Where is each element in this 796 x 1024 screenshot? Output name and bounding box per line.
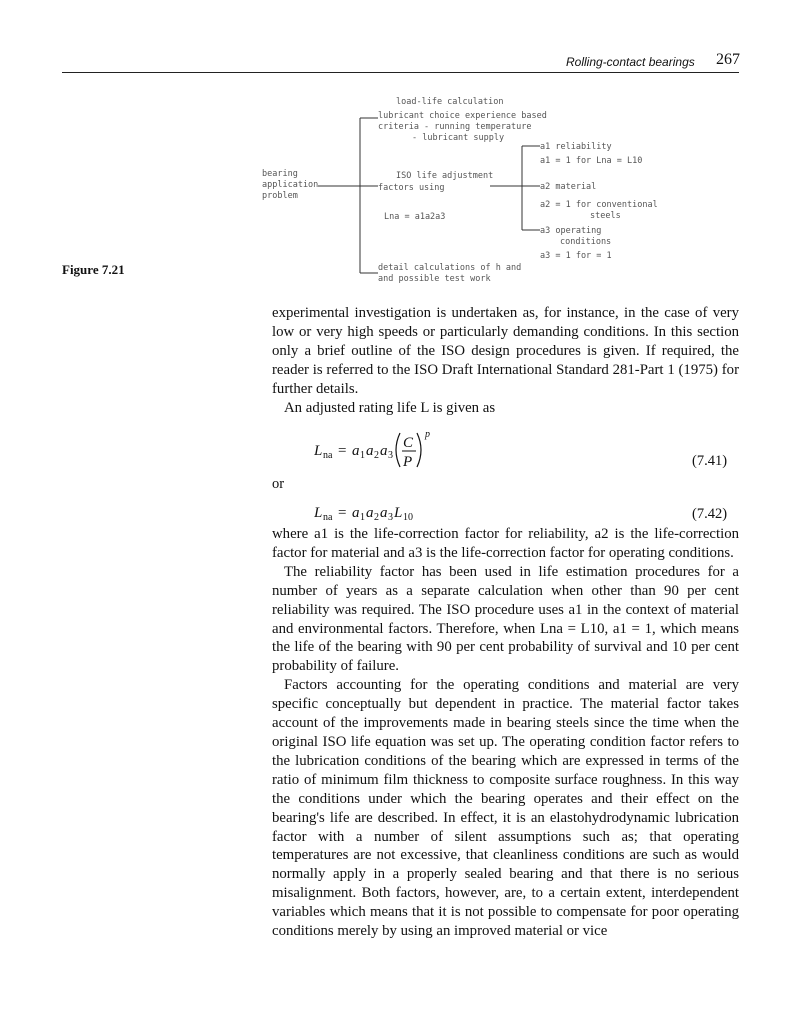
svg-text:1: 1	[360, 512, 365, 523]
top-branch-text: lubricant choice experience based	[378, 111, 547, 121]
svg-text:a: a	[380, 505, 388, 521]
factor-a3-text: a3 = 1 for = 1	[540, 251, 612, 261]
paragraph: The reliability factor has been used in life estimation procedures for a number of years as a separate calculation when other than 90 per cent reliability was required. The ISO procedure uses a1 in the context of material and environmental factors. Therefore, when Lna = L10, a1 = 1, which means the life of the bearing with 90 per cent probability of survival and 10 per cent probability of failure.	[272, 563, 739, 675]
svg-text:p: p	[425, 429, 430, 440]
svg-text:a: a	[352, 505, 360, 521]
svg-text:=: =	[338, 443, 347, 459]
factor-a1-text: a1 reliability	[540, 142, 612, 152]
factor-a3-text: a3 operating	[540, 226, 602, 236]
svg-text:a: a	[366, 505, 374, 521]
root-label-line: bearing	[262, 169, 298, 179]
root-label-line: application	[262, 180, 319, 190]
factor-a2-text: a2 = 1 for conventional	[540, 200, 658, 210]
svg-text:C: C	[403, 435, 414, 451]
or-text: or	[272, 476, 285, 492]
svg-text:a: a	[366, 443, 374, 459]
svg-text:10: 10	[403, 512, 413, 523]
paragraph: where a1 is the life-correction factor for reliability, a2 is the life-correction factor for material and a3 is the life-correction factor for operating conditions.	[272, 526, 739, 561]
svg-text:L: L	[394, 505, 403, 521]
equation-7-41	[314, 425, 474, 478]
svg-text:3: 3	[388, 450, 393, 461]
formula-text: Lna = a1a2a3	[384, 212, 446, 222]
svg-text:a: a	[380, 443, 388, 459]
figure-label: Figure 7.21	[62, 262, 125, 277]
svg-text:P: P	[403, 454, 413, 470]
factor-a3-text: conditions	[560, 237, 612, 247]
paragraph: experimental investigation is undertaken as, for instance, in the case of very low or very high speeds or particularly demanding conditions. In this section only a brief outline of the ISO design procedures is given. If required, the reader is referred to the ISO Draft International Standard 281-Part 1 (1975) for further details.	[272, 305, 739, 397]
equation-number: (7.41)	[692, 453, 728, 469]
figure-diagram	[0, 0, 796, 300]
top-branch-text: criteria - running temperature	[378, 122, 532, 132]
page-number: 267	[716, 51, 740, 68]
bottom-branch-text: detail calculations of h and	[378, 263, 522, 273]
svg-text:2: 2	[374, 450, 379, 461]
factor-a2-text: a2 material	[540, 182, 597, 192]
factor-a2-text: steels	[590, 211, 621, 221]
bottom-branch-text: and possible test work	[378, 274, 491, 284]
svg-text:2: 2	[374, 512, 379, 523]
equation-number: (7.42)	[692, 506, 728, 522]
svg-text:na: na	[323, 450, 333, 461]
svg-text:L: L	[314, 505, 323, 521]
paragraph: An adjusted rating life L is given as	[284, 399, 496, 416]
svg-text:na: na	[323, 512, 333, 523]
top-branch-text: load-life calculation	[396, 97, 504, 107]
top-branch-text: - lubricant supply	[412, 133, 505, 143]
equation-7-41-graphic	[314, 425, 474, 473]
svg-text:1: 1	[360, 450, 365, 461]
middle-branch-text: factors using	[378, 183, 445, 193]
svg-text:3: 3	[388, 512, 393, 523]
running-title: Rolling-contact bearings	[566, 55, 695, 69]
body-block-1	[272, 304, 739, 417]
body-block-2	[272, 525, 739, 941]
svg-text:L: L	[314, 443, 323, 459]
factor-a1-text: a1 = 1 for Lna = L10	[540, 156, 643, 166]
svg-text:a: a	[352, 443, 360, 459]
svg-text:=: =	[338, 505, 347, 521]
paragraph: Factors accounting for the operating conditions and material are very specific conceptually but dependent in practice. The material factor takes account of the improvements made in bearing steels since the time when the original ISO life equation was set up. The operating condition factor refers to the lubrication conditions of the bearing which are expressed in terms of the ratio of minimum film thickness to composite surface roughness. In this way the conditions under which the bearing operates and their effect on the bearing's life are described. In effect, it is an elastohydrodynamic lubrication factor with a number of silent assumptions such as; that operating temperatures are not excessive, that cleanliness conditions are such as would normally apply in a properly sealed bearing and that there is no serious misalignment. Both factors, however, are, to a certain extent, interdependent variables which means that it is not possible to compensate for poor operating conditions merely by using an improved material or vice	[272, 677, 739, 940]
root-label-line: problem	[262, 191, 298, 201]
equation-7-42-graphic	[314, 501, 444, 527]
middle-branch-text: ISO life adjustment	[396, 171, 494, 181]
